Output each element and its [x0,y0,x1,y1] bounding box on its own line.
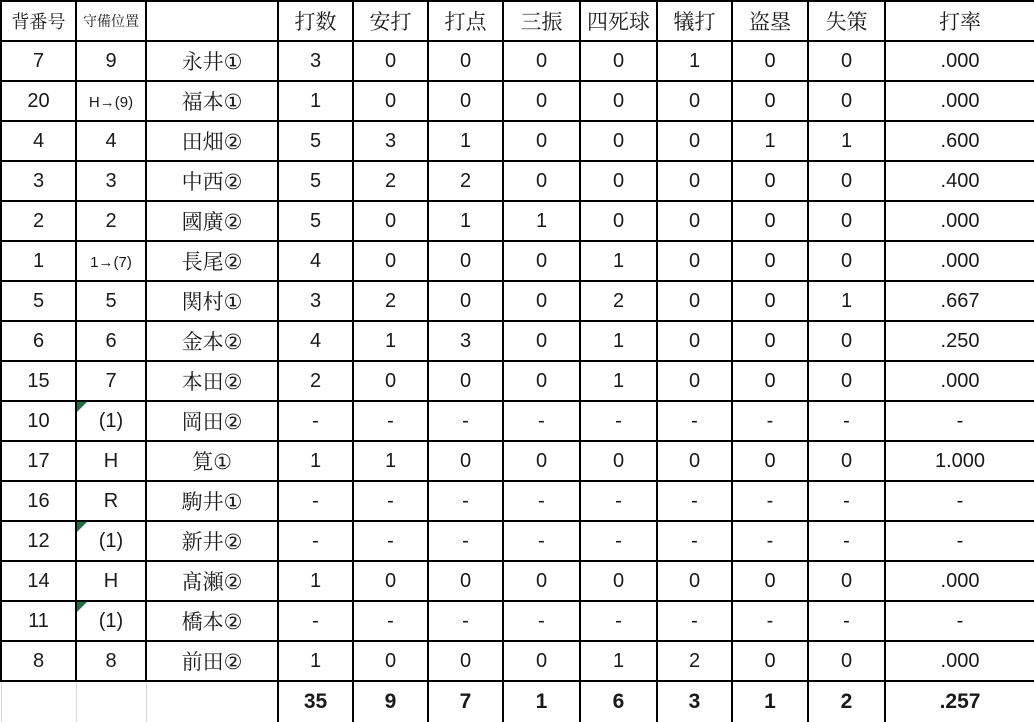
cell-stat-errors[interactable]: - [808,521,885,561]
cell-position-text: 3 [105,169,117,192]
cell-stat-at-bats[interactable]: - [278,601,353,641]
cell-stat-hits[interactable]: - [353,521,428,561]
header-errors[interactable]: 失策 [808,1,885,41]
cell-stat-sacrifice-hits[interactable]: 0 [657,281,732,321]
cell-position-text: (1) [98,529,124,552]
cell-stat-strikeouts[interactable]: 0 [503,41,580,81]
cell-stat-hits[interactable]: 0 [353,81,428,121]
total-strikeouts[interactable]: 1 [503,681,580,722]
error-indicator-icon [77,522,87,532]
header-uniform-number[interactable]: 背番号 [1,1,76,41]
cell-uniform-number[interactable]: 11 [1,601,76,641]
cell-stat-sacrifice-hits[interactable]: 0 [657,161,732,201]
total-at-bats[interactable]: 35 [278,681,353,722]
cell-stat-walks-hbp[interactable]: 0 [580,121,657,161]
cell-stat-errors[interactable]: 0 [808,321,885,361]
header-player-name[interactable] [146,1,278,41]
cell-uniform-number[interactable]: 14 [1,561,76,601]
cell-uniform-number[interactable]: 3 [1,161,76,201]
cell-stat-at-bats[interactable]: - [278,521,353,561]
cell-player-name[interactable]: 本田② [146,361,278,401]
cell-stat-hits[interactable]: 1 [353,321,428,361]
cell-stat-hits[interactable]: 0 [353,241,428,281]
table-row [1,441,1034,481]
cell-stat-rbis[interactable]: - [428,521,503,561]
cell-position[interactable] [76,441,146,481]
header-fielding-position[interactable]: 守備位置 [76,1,146,41]
cell-stat-strikeouts[interactable]: - [503,601,580,641]
cell-stat-hits[interactable]: - [353,481,428,521]
cell-position[interactable] [76,521,146,561]
cell-stat-errors[interactable]: 1 [808,281,885,321]
cell-stat-at-bats[interactable]: 4 [278,321,353,361]
cell-stat-sacrifice-hits[interactable]: - [657,601,732,641]
cell-stat-errors[interactable]: 0 [808,41,885,81]
cell-stat-rbis[interactable]: 3 [428,321,503,361]
cell-position[interactable] [76,241,146,281]
cell-position-text: H [103,569,119,592]
cell-stat-strikeouts[interactable]: - [503,481,580,521]
cell-stat-errors[interactable]: 0 [808,441,885,481]
cell-uniform-number[interactable]: 1 [1,241,76,281]
cell-stat-at-bats[interactable]: 4 [278,241,353,281]
cell-stat-batting-average[interactable]: .667 [885,281,1034,321]
table-row [1,81,1034,121]
cell-uniform-number[interactable]: 6 [1,321,76,361]
cell-stat-errors[interactable]: 1 [808,121,885,161]
cell-position[interactable] [76,201,146,241]
cell-player-name[interactable]: 田畑② [146,121,278,161]
cell-stat-errors[interactable]: 0 [808,161,885,201]
cell-stat-walks-hbp[interactable]: 0 [580,161,657,201]
cell-player-name[interactable]: 中西② [146,161,278,201]
table-row [1,401,1034,441]
table-row [1,601,1034,641]
cell-stat-sacrifice-hits[interactable]: 0 [657,361,732,401]
cell-stat-sacrifice-hits[interactable]: 0 [657,241,732,281]
cell-stat-walks-hbp[interactable]: - [580,601,657,641]
header-hits[interactable]: 安打 [353,1,428,41]
total-batting-average[interactable]: .257 [885,681,1034,722]
cell-position[interactable] [76,121,146,161]
total-walks-hbp[interactable]: 6 [580,681,657,722]
cell-stat-batting-average[interactable]: .000 [885,361,1034,401]
cell-stat-batting-average[interactable]: .000 [885,81,1034,121]
cell-uniform-number[interactable]: 5 [1,281,76,321]
cell-stat-rbis[interactable]: - [428,601,503,641]
cell-stat-stolen-bases[interactable]: 0 [732,561,808,601]
cell-position-text: 8 [105,649,117,672]
cell-stat-at-bats[interactable]: 1 [278,81,353,121]
total-sacrifice-hits[interactable]: 3 [657,681,732,722]
cell-stat-stolen-bases[interactable]: 0 [732,201,808,241]
cell-stat-stolen-bases[interactable]: 0 [732,281,808,321]
cell-position-text: R [103,489,119,512]
cell-stat-batting-average[interactable]: .000 [885,561,1034,601]
table-body [1,41,1034,681]
cell-stat-stolen-bases[interactable]: 0 [732,161,808,201]
cell-stat-batting-average[interactable]: - [885,521,1034,561]
cell-player-name[interactable]: 新井② [146,521,278,561]
cell-position-text: H [103,449,119,472]
cell-stat-hits[interactable]: 0 [353,561,428,601]
cell-stat-sacrifice-hits[interactable]: 0 [657,561,732,601]
cell-stat-strikeouts[interactable]: - [503,521,580,561]
cell-stat-walks-hbp[interactable]: 1 [580,241,657,281]
cell-stat-errors[interactable]: 0 [808,81,885,121]
cell-position[interactable] [76,321,146,361]
cell-stat-at-bats[interactable]: 5 [278,161,353,201]
cell-position[interactable] [76,161,146,201]
table-row [1,521,1034,561]
cell-uniform-number[interactable]: 8 [1,641,76,681]
cell-position[interactable] [76,481,146,521]
cell-stat-batting-average[interactable]: .000 [885,41,1034,81]
cell-stat-walks-hbp[interactable]: - [580,401,657,441]
cell-stat-sacrifice-hits[interactable]: - [657,401,732,441]
cell-stat-hits[interactable]: 0 [353,41,428,81]
cell-stat-rbis[interactable]: 0 [428,41,503,81]
header-walks-hbp[interactable]: 四死球 [580,1,657,41]
cell-stat-at-bats[interactable]: 1 [278,561,353,601]
total-empty-name-cell[interactable] [146,681,278,722]
table-row [1,201,1034,241]
cell-position-text: 5 [105,289,117,312]
cell-stat-stolen-bases[interactable]: 0 [732,321,808,361]
cell-stat-errors[interactable]: 0 [808,361,885,401]
cell-stat-errors[interactable]: 0 [808,561,885,601]
cell-stat-strikeouts[interactable]: 0 [503,281,580,321]
cell-stat-rbis[interactable]: 0 [428,561,503,601]
header-rbis[interactable]: 打点 [428,1,503,41]
cell-stat-hits[interactable]: 0 [353,361,428,401]
cell-position[interactable] [76,561,146,601]
cell-position-text: 9 [105,49,117,72]
cell-stat-hits[interactable]: 2 [353,161,428,201]
cell-stat-sacrifice-hits[interactable]: 0 [657,201,732,241]
cell-stat-batting-average[interactable]: .000 [885,241,1034,281]
cell-stat-sacrifice-hits[interactable]: 0 [657,441,732,481]
table-row [1,281,1034,321]
cell-uniform-number[interactable]: 20 [1,81,76,121]
cell-stat-stolen-bases[interactable]: 0 [732,241,808,281]
cell-player-name[interactable]: 國廣② [146,201,278,241]
cell-stat-hits[interactable]: 2 [353,281,428,321]
cell-player-name[interactable]: 駒井① [146,481,278,521]
cell-stat-rbis[interactable]: 0 [428,441,503,481]
cell-stat-walks-hbp[interactable]: 1 [580,321,657,361]
table-row [1,481,1034,521]
cell-stat-stolen-bases[interactable]: - [732,521,808,561]
cell-stat-strikeouts[interactable]: 0 [503,321,580,361]
cell-stat-strikeouts[interactable]: 1 [503,201,580,241]
header-strikeouts[interactable]: 三振 [503,1,580,41]
cell-player-name[interactable]: 髙瀬② [146,561,278,601]
cell-position[interactable] [76,601,146,641]
cell-stat-walks-hbp[interactable]: 0 [580,561,657,601]
cell-stat-at-bats[interactable]: - [278,401,353,441]
cell-position-text: (1) [98,409,124,432]
cell-stat-strikeouts[interactable]: 0 [503,121,580,161]
table-row [1,561,1034,601]
cell-stat-walks-hbp[interactable]: 0 [580,81,657,121]
cell-stat-sacrifice-hits[interactable]: 0 [657,321,732,361]
cell-position[interactable] [76,361,146,401]
cell-stat-walks-hbp[interactable]: - [580,521,657,561]
cell-stat-errors[interactable]: 0 [808,201,885,241]
total-empty-number-cell[interactable] [1,681,76,722]
total-empty-position-cell[interactable] [76,681,146,722]
cell-stat-stolen-bases[interactable]: - [732,481,808,521]
cell-position-text: 7 [105,369,117,392]
cell-stat-errors[interactable]: 0 [808,241,885,281]
cell-stat-batting-average[interactable]: .400 [885,161,1034,201]
cell-stat-stolen-bases[interactable]: - [732,401,808,441]
cell-stat-strikeouts[interactable]: 0 [503,441,580,481]
cell-stat-walks-hbp[interactable]: 0 [580,441,657,481]
table-row [1,121,1034,161]
cell-stat-strikeouts[interactable]: 0 [503,641,580,681]
table-row [1,161,1034,201]
cell-stat-errors[interactable]: 0 [808,641,885,681]
cell-stat-stolen-bases[interactable]: - [732,601,808,641]
cell-stat-errors[interactable]: - [808,401,885,441]
cell-stat-stolen-bases[interactable]: 0 [732,641,808,681]
cell-stat-batting-average[interactable]: .000 [885,201,1034,241]
cell-stat-rbis[interactable]: 0 [428,361,503,401]
cell-stat-strikeouts[interactable]: 0 [503,361,580,401]
cell-stat-hits[interactable]: 1 [353,441,428,481]
cell-stat-at-bats[interactable]: 5 [278,201,353,241]
cell-player-name[interactable]: 橋本② [146,601,278,641]
cell-stat-strikeouts[interactable]: 0 [503,161,580,201]
cell-stat-walks-hbp[interactable]: 2 [580,281,657,321]
header-batting-average[interactable]: 打率 [885,1,1034,41]
cell-stat-sacrifice-hits[interactable]: 2 [657,641,732,681]
cell-stat-sacrifice-hits[interactable]: - [657,521,732,561]
total-errors[interactable]: 2 [808,681,885,722]
cell-stat-rbis[interactable]: 1 [428,201,503,241]
cell-stat-walks-hbp[interactable]: 1 [580,641,657,681]
cell-uniform-number[interactable]: 7 [1,41,76,81]
cell-stat-batting-average[interactable]: - [885,601,1034,641]
cell-stat-batting-average[interactable]: .600 [885,121,1034,161]
cell-stat-batting-average[interactable]: 1.000 [885,441,1034,481]
cell-stat-at-bats[interactable]: 2 [278,361,353,401]
total-stolen-bases[interactable]: 1 [732,681,808,722]
cell-stat-errors[interactable]: - [808,481,885,521]
cell-uniform-number[interactable]: 16 [1,481,76,521]
cell-stat-at-bats[interactable]: - [278,481,353,521]
table-row [1,361,1034,401]
cell-stat-strikeouts[interactable]: 0 [503,81,580,121]
cell-stat-walks-hbp[interactable]: - [580,481,657,521]
cell-stat-stolen-bases[interactable]: 1 [732,121,808,161]
cell-stat-rbis[interactable]: - [428,481,503,521]
cell-stat-hits[interactable]: 0 [353,641,428,681]
total-rbis[interactable]: 7 [428,681,503,722]
cell-position-text: 2 [105,209,117,232]
cell-position-text: 6 [105,329,117,352]
header-stolen-bases[interactable]: 盗塁 [732,1,808,41]
cell-stat-at-bats[interactable]: 3 [278,41,353,81]
cell-player-name[interactable]: 永井① [146,41,278,81]
cell-player-name[interactable]: 長尾② [146,241,278,281]
cell-position-text: H→(9) [88,93,134,111]
cell-stat-hits[interactable]: - [353,601,428,641]
cell-uniform-number[interactable]: 12 [1,521,76,561]
cell-position[interactable] [76,41,146,81]
cell-uniform-number[interactable]: 17 [1,441,76,481]
cell-stat-rbis[interactable]: 1 [428,121,503,161]
cell-stat-walks-hbp[interactable]: 0 [580,41,657,81]
cell-stat-walks-hbp[interactable]: 0 [580,201,657,241]
totals-row [1,681,1034,722]
error-indicator-icon [77,402,87,412]
cell-player-name[interactable]: 関村① [146,281,278,321]
cell-stat-at-bats[interactable]: 5 [278,121,353,161]
cell-stat-batting-average[interactable]: - [885,401,1034,441]
cell-stat-rbis[interactable]: 0 [428,641,503,681]
cell-stat-sacrifice-hits[interactable]: 1 [657,41,732,81]
cell-position[interactable] [76,641,146,681]
cell-stat-rbis[interactable]: 0 [428,281,503,321]
header-row [1,1,1034,41]
cell-stat-strikeouts[interactable]: 0 [503,241,580,281]
cell-stat-stolen-bases[interactable]: 0 [732,41,808,81]
header-at-bats[interactable]: 打数 [278,1,353,41]
cell-stat-hits[interactable]: 0 [353,201,428,241]
table-row [1,241,1034,281]
cell-uniform-number[interactable]: 15 [1,361,76,401]
cell-stat-rbis[interactable]: 2 [428,161,503,201]
cell-stat-at-bats[interactable]: 1 [278,641,353,681]
table-row [1,41,1034,81]
cell-stat-rbis[interactable]: 0 [428,81,503,121]
cell-position[interactable] [76,281,146,321]
error-indicator-icon [77,602,87,612]
cell-position-text: 1→(7) [90,253,132,271]
cell-stat-sacrifice-hits[interactable]: - [657,481,732,521]
cell-stat-sacrifice-hits[interactable]: 0 [657,121,732,161]
cell-stat-errors[interactable]: - [808,601,885,641]
cell-uniform-number[interactable]: 2 [1,201,76,241]
cell-player-name[interactable]: 筧① [146,441,278,481]
cell-player-name[interactable]: 岡田② [146,401,278,441]
cell-position[interactable] [76,81,146,121]
cell-stat-batting-average[interactable]: .000 [885,641,1034,681]
cell-stat-at-bats[interactable]: 3 [278,281,353,321]
total-hits[interactable]: 9 [353,681,428,722]
cell-stat-walks-hbp[interactable]: 1 [580,361,657,401]
cell-stat-rbis[interactable]: 0 [428,241,503,281]
cell-stat-batting-average[interactable]: .250 [885,321,1034,361]
cell-position-text: (1) [98,609,124,632]
cell-uniform-number[interactable]: 10 [1,401,76,441]
cell-stat-hits[interactable]: - [353,401,428,441]
cell-player-name[interactable]: 前田② [146,641,278,681]
cell-stat-stolen-bases[interactable]: 0 [732,361,808,401]
cell-stat-sacrifice-hits[interactable]: 0 [657,81,732,121]
cell-position[interactable] [76,401,146,441]
cell-uniform-number[interactable]: 4 [1,121,76,161]
cell-stat-stolen-bases[interactable]: 0 [732,441,808,481]
table-row [1,641,1034,681]
header-sacrifice-hits[interactable]: 犠打 [657,1,732,41]
cell-player-name[interactable]: 福本① [146,81,278,121]
cell-stat-at-bats[interactable]: 1 [278,441,353,481]
table-row [1,321,1034,361]
cell-position-text: 4 [105,129,117,152]
cell-stat-hits[interactable]: 3 [353,121,428,161]
cell-stat-rbis[interactable]: - [428,401,503,441]
cell-stat-stolen-bases[interactable]: 0 [732,81,808,121]
cell-stat-strikeouts[interactable]: 0 [503,561,580,601]
cell-stat-strikeouts[interactable]: - [503,401,580,441]
cell-player-name[interactable]: 金本② [146,321,278,361]
cell-stat-batting-average[interactable]: - [885,481,1034,521]
